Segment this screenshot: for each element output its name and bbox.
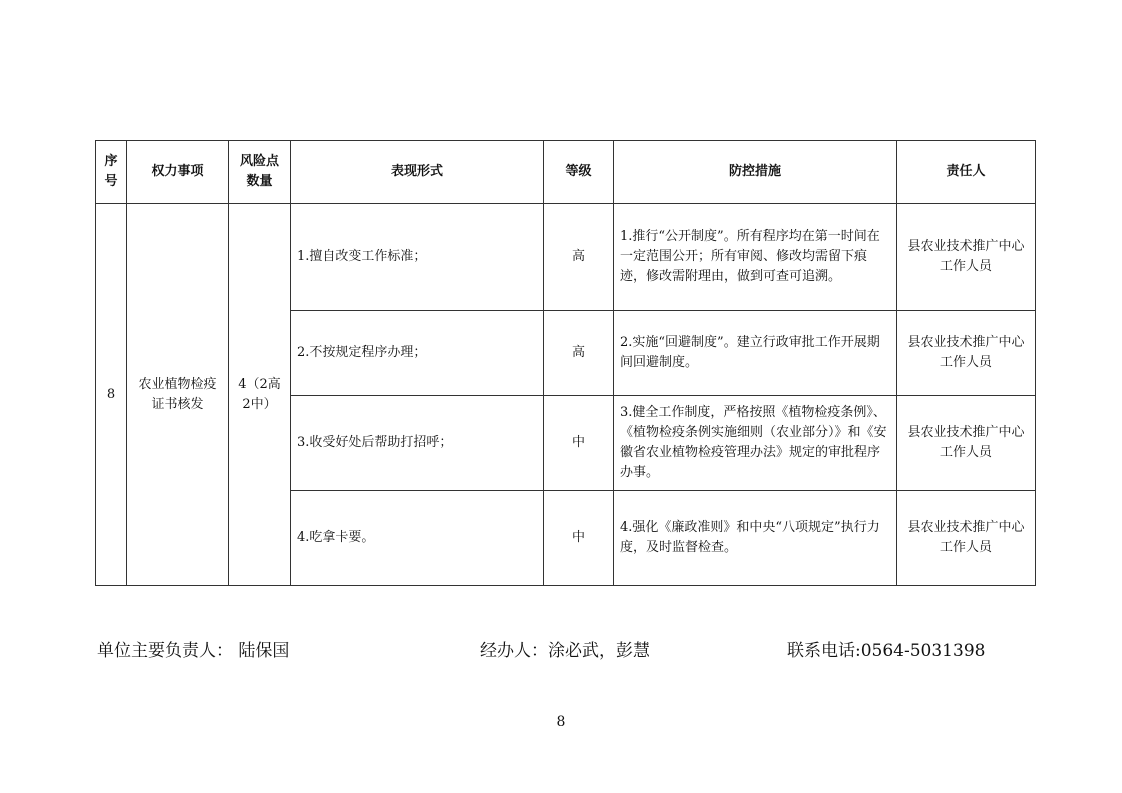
header-form: 表现形式 [291, 141, 544, 204]
person-cell: 县农业技术推广中心工作人员 [897, 204, 1036, 311]
person-cell: 县农业技术推广中心工作人员 [897, 491, 1036, 586]
level-cell: 中 [544, 491, 614, 586]
page-number: 8 [556, 714, 566, 730]
item-cell: 农业植物检疫证书核发 [127, 204, 229, 586]
risk-control-table [95, 140, 1036, 586]
form-cell: 1.擅自改变工作标准； [291, 204, 544, 311]
header-measures: 防控措施 [614, 141, 897, 204]
risk-count-cell: 4（2高2中） [229, 204, 291, 586]
level-cell: 中 [544, 396, 614, 491]
header-seq: 序号 [96, 141, 127, 204]
footer-leader: 单位主要负责人： 陆保国 [97, 641, 290, 661]
table-row [96, 204, 1036, 311]
header-item: 权力事项 [127, 141, 229, 204]
form-cell: 4.吃拿卡要。 [291, 491, 544, 586]
header-person: 责任人 [897, 141, 1036, 204]
table-header-row [96, 141, 1036, 204]
measure-cell: 2.实施“回避制度”。建立行政审批工作开展期间回避制度。 [614, 311, 897, 396]
level-cell: 高 [544, 204, 614, 311]
level-cell: 高 [544, 311, 614, 396]
measure-cell: 1.推行“公开制度”。所有程序均在第一时间在一定范围公开；所有审阅、修改均需留下痕迹，修改需附理由，做到可查可追溯。 [614, 204, 897, 311]
seq-cell: 8 [96, 204, 127, 586]
footer-handler: 经办人：涂必武，彭慧 [480, 641, 650, 661]
person-cell: 县农业技术推广中心工作人员 [897, 311, 1036, 396]
header-risk-count: 风险点数量 [229, 141, 291, 204]
header-level: 等级 [544, 141, 614, 204]
measure-cell: 4.强化《廉政准则》和中央“八项规定”执行力度，及时监督检查。 [614, 491, 897, 586]
measure-cell: 3.健全工作制度，严格按照《植物检疫条例》、《植物检疫条例实施细则（农业部分）》和《安徽省农业植物检疫管理办法》规定的审批程序办事。 [614, 396, 897, 491]
form-cell: 3.收受好处后帮助打招呼； [291, 396, 544, 491]
form-cell: 2.不按规定程序办理； [291, 311, 544, 396]
person-cell: 县农业技术推广中心工作人员 [897, 396, 1036, 491]
footer-phone: 联系电话:0564-5031398 [787, 641, 986, 661]
